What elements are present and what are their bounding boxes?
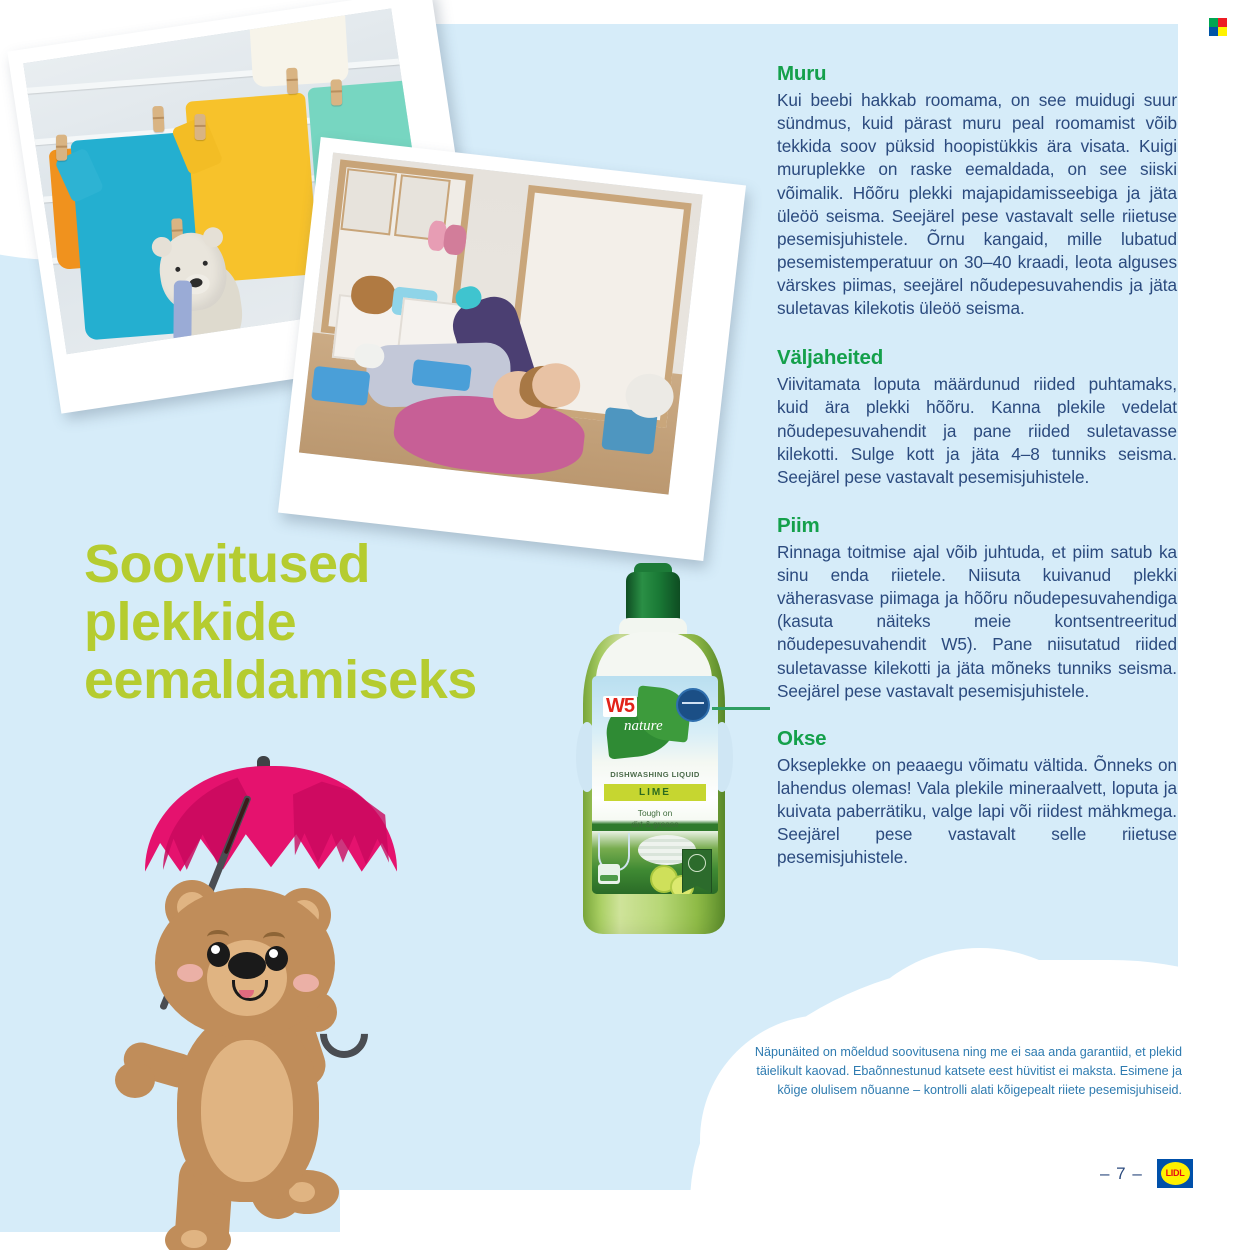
headline-line-1: Soovitused <box>84 534 371 594</box>
section-heading-piim: Piim <box>777 513 820 537</box>
product-variant-band <box>604 784 706 801</box>
toy-car-blue <box>311 366 370 406</box>
bear-nose <box>228 952 266 979</box>
quality-seal-icon <box>676 688 710 722</box>
product-claim <box>592 808 718 830</box>
bear-cheek-right <box>293 974 319 992</box>
page-title <box>84 536 564 709</box>
regmark-green <box>1209 18 1218 27</box>
section-valjaheited <box>777 346 1177 489</box>
product-variant: LIME <box>639 787 671 798</box>
regmark-blue <box>1209 27 1218 36</box>
section-body-piim: Rinnaga toitmise ajal võib juhtuda, et piim satub ka sinu enda riietele. Niisuta kuivanud plekki väherasvase piimaga ja hõõru nõudepesuvahendiga (kasuta näiteks meie kontsentreeritud nõudepesuvahendit W5). Pane niisutatud riided suletavasse kilekotti ja jäta mõneks tunniks seisma. Seejärel pese vastavalt pesemisjuhistele. <box>777 541 1177 701</box>
clothespin <box>152 106 164 132</box>
clothespin <box>194 114 205 140</box>
bear-paw-left <box>115 1062 155 1098</box>
color-registration-mark-icon <box>1209 18 1227 36</box>
photo-children-image <box>299 152 703 494</box>
lidl-logo <box>1157 1159 1193 1188</box>
clothespin <box>56 135 67 161</box>
disclaimer-note: Näpunäited on mõeldud soovitusena ning me ei saa anda garantiid, et plekid täielikult kaovad. Ebaõnnestunud katsete eest hüvitist ei maksta. Esimene ja kõige olulisem nõuanne – kontrolli alati kõigepealt riiete pesemisjuhiseid. <box>754 1045 1182 1098</box>
label-photo-limes-leaves <box>592 831 718 894</box>
door-pane <box>340 168 397 235</box>
page-number: – 7 – <box>1100 1164 1143 1183</box>
bear-cheek-left <box>177 964 203 982</box>
eco-ribbon-badge-icon <box>682 849 712 893</box>
sub-brand-nature: nature <box>624 718 663 734</box>
mascot-bear-with-umbrella <box>115 752 455 1250</box>
product-claim-line-2: dirt & grease <box>631 818 679 829</box>
product-callout-line <box>712 707 770 710</box>
bear-brow-right <box>263 932 285 946</box>
umbrella-canopy-shade-right <box>293 778 389 870</box>
clothespin <box>331 79 343 105</box>
clothespin <box>286 68 298 94</box>
bottle-cap <box>626 572 680 622</box>
section-body-muru: Kui beebi hakkab roomama, on see muidugi suur sündmus, kuid pärast muru peal roomamist võib tekkida soov püksid hoopistükkis ära visata. Kuigi muruplekke on raske eemaldada, on see siiski võimalik. Hõõru plekki majapidamisseebiga ja jäta üleöö seisma. Seejärel pese vastavalt selle riietuse pesemisjuhistele. Õrnu kangaid, mille lubatud pesemistemperatuur on 30–40 kraadi, leota alguses värskes piimas, seejärel nõudepesuvahendis ja jäta suletavas kilekotis üleöö seisma. <box>777 90 1177 319</box>
section-body-okse: Okseplekke on peaaegu võimatu vältida. Õnneks on lahendus olemas! Vala plekile mineraalvett, loputa ja kuivata paberrätiku, valge lapi või riidest mähkmega. Seejärel pese vastavalt selle riietuse pesemisjuhistele. <box>777 754 1177 868</box>
cloth-white <box>247 8 349 87</box>
umbrella-icon <box>145 756 397 878</box>
bear-belly <box>201 1040 293 1182</box>
regmark-yellow <box>1218 27 1227 36</box>
bear-eye-right <box>265 946 288 971</box>
lidl-logo-circle <box>1161 1162 1190 1185</box>
regmark-red <box>1218 18 1227 27</box>
bottle-label <box>592 676 718 894</box>
brand-logo-w5: W5 <box>603 696 637 717</box>
headline-line-2: plekkide <box>84 591 297 652</box>
headline-line-3: eemaldamiseks <box>84 649 477 710</box>
section-heading-okse: Okse <box>777 726 827 750</box>
ecolabel-badge-icon <box>598 864 620 884</box>
section-piim <box>777 514 1177 703</box>
section-heading-valjaheited: Väljaheited <box>777 346 884 370</box>
lidl-logo-text: LIDL <box>1165 1168 1185 1178</box>
bear-eye-left <box>207 942 230 967</box>
crochet-bear-scarf <box>173 281 192 343</box>
section-body-valjaheited: Viivitamata loputa määrdunud riided puhtamaks, kuid ära plekki hõõru. Kanna plekile vedelat nõudepesuvahendit ja pane riided suletavasse kilekotti. Sulge kott ja jäta 4–8 tunniks seisma. Seejärel pese vastavalt pesemisjuhistele. <box>777 374 1177 487</box>
section-heading-muru: Muru <box>777 62 827 85</box>
section-okse <box>777 727 1177 870</box>
product-category: DISHWASHING LIQUID <box>610 770 700 779</box>
photo-children-playing <box>278 137 746 561</box>
tips-text-column <box>777 62 1177 889</box>
product-bottle-w5-nature <box>572 572 737 940</box>
product-claim-line-1: Tough on <box>637 808 673 818</box>
section-muru <box>777 62 1177 320</box>
